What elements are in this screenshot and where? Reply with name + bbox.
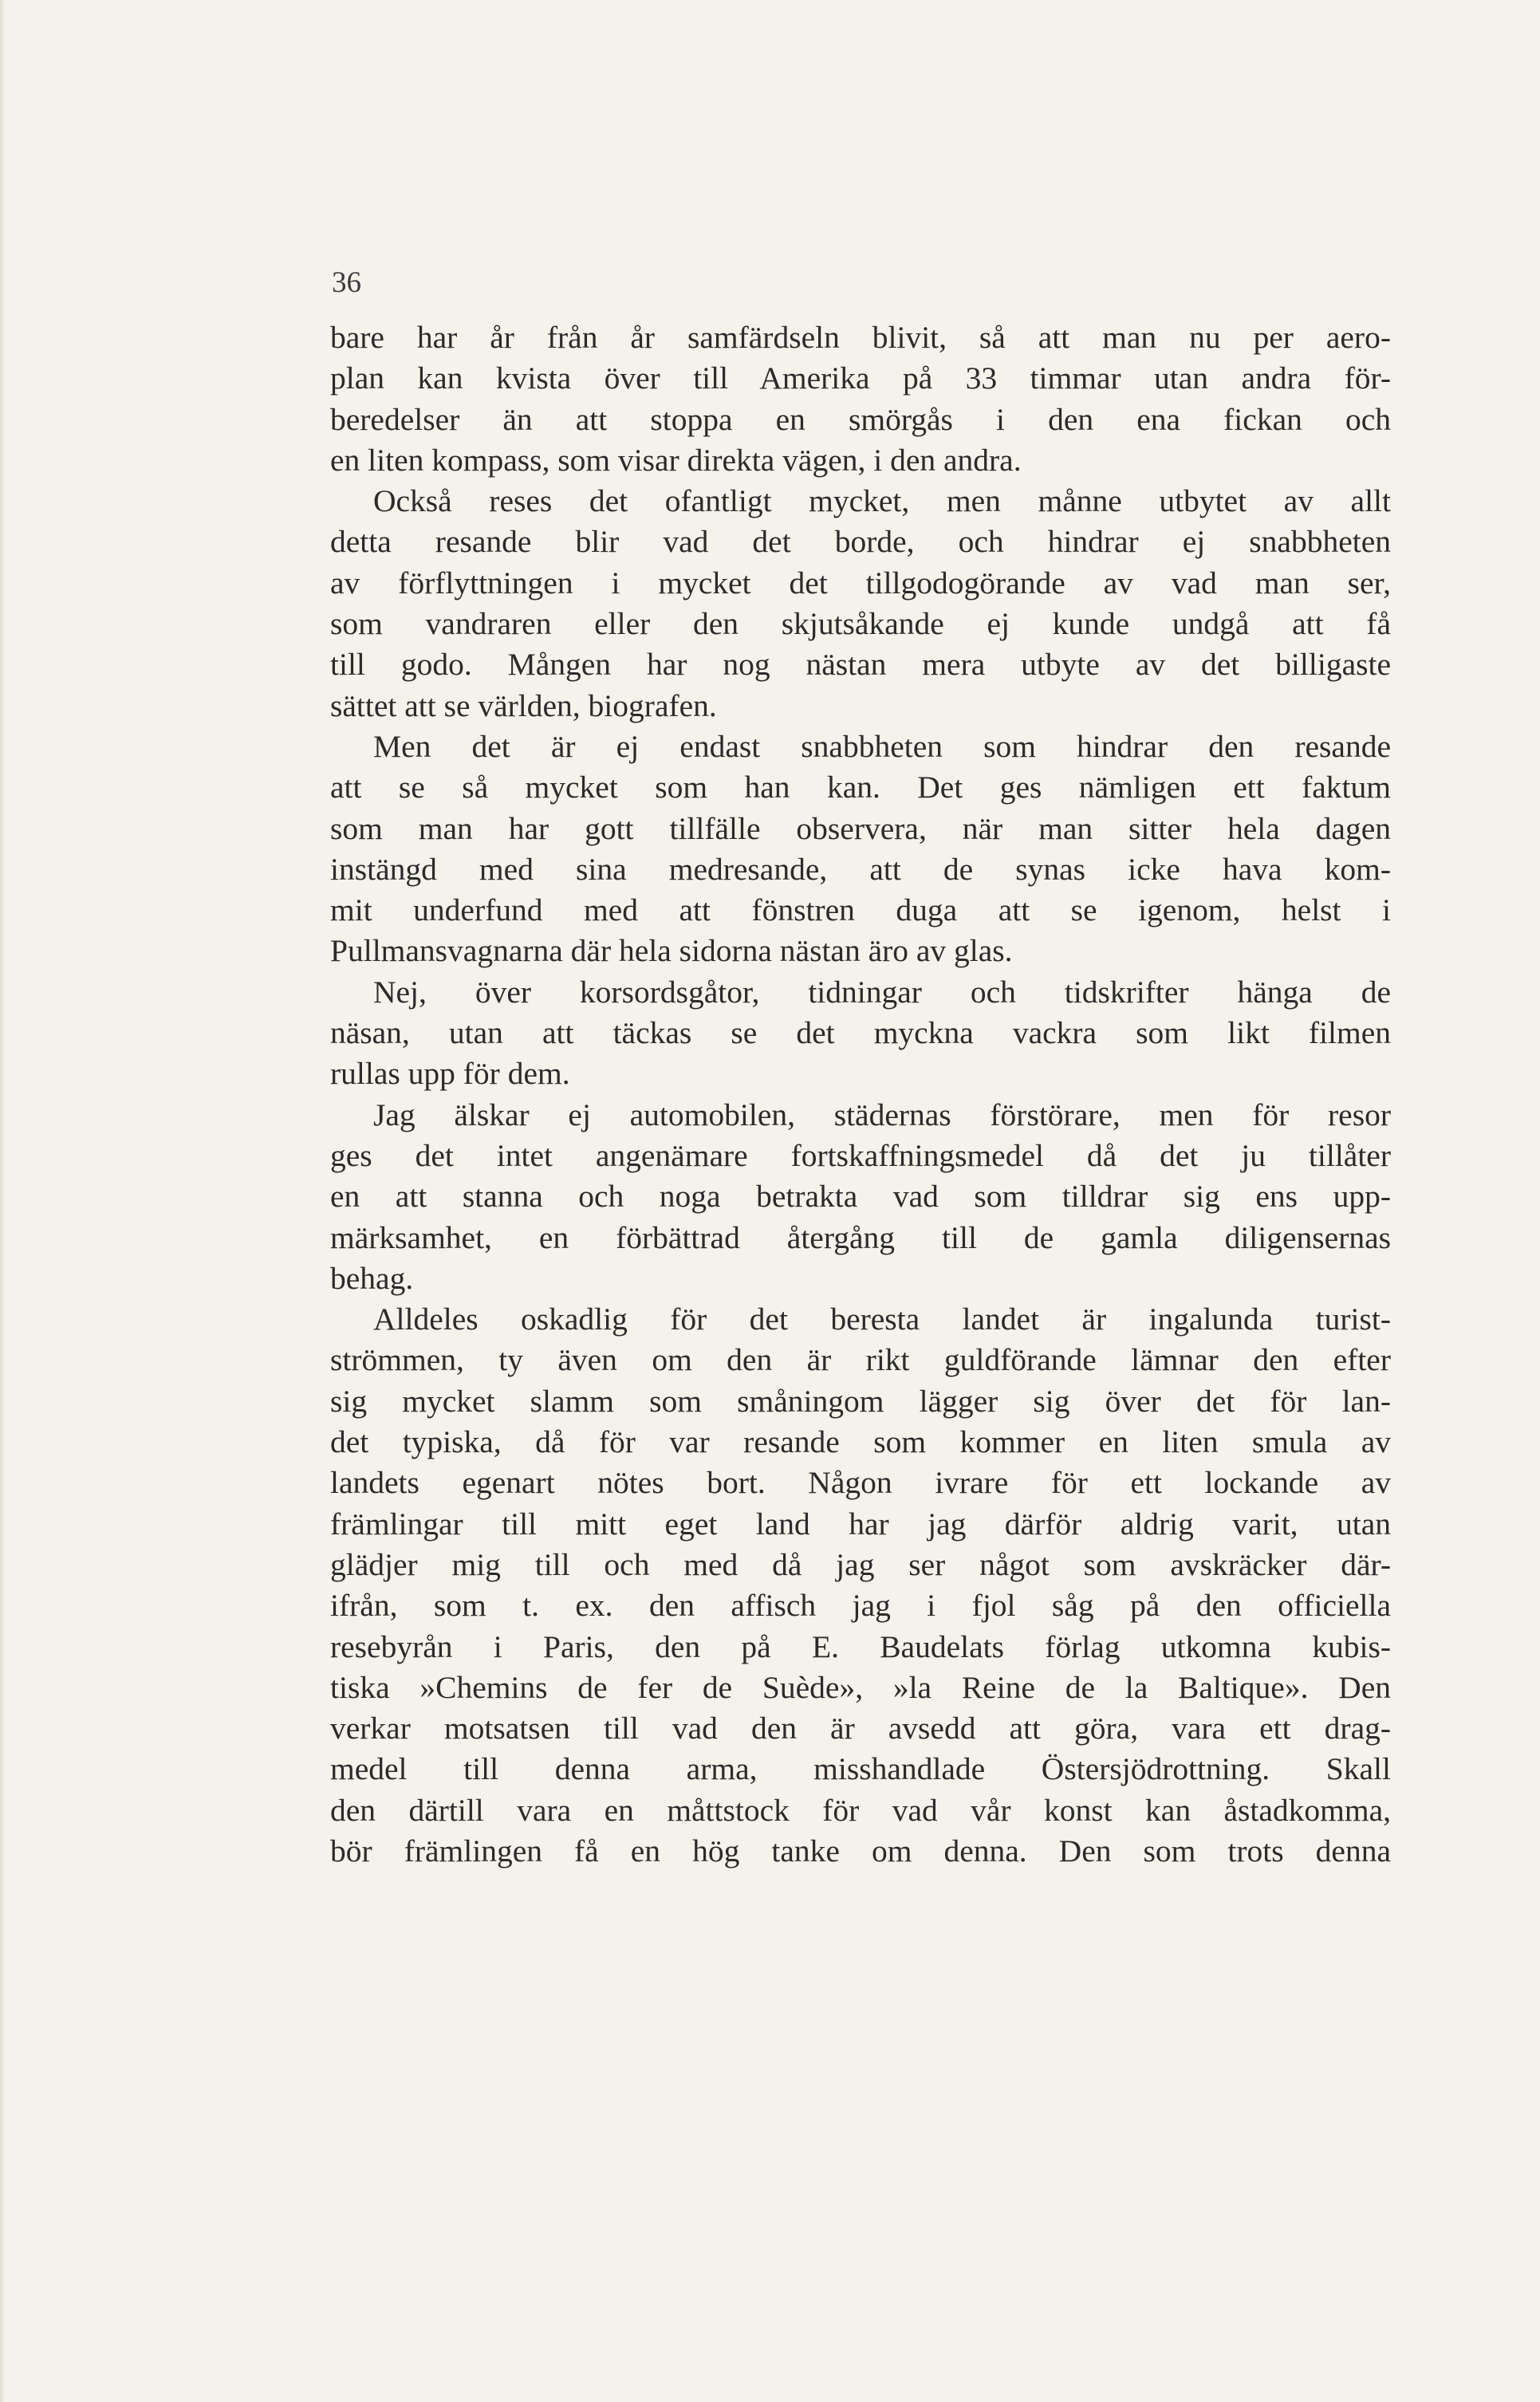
text-line: en liten kompass, som visar direkta vägen, i den andra. (330, 442, 1022, 478)
text-line: en att stanna och noga betrakta vad som tilldrar sig ens upp- (330, 1179, 1391, 1215)
page-number: 36 (332, 266, 361, 299)
text-line: bör främlingen få en hög tanke om denna. Den som trots denna (330, 1833, 1391, 1868)
text-line: verkar motsatsen till vad den är avsedd att göra, vara ett drag- (330, 1711, 1391, 1746)
text-line: sig mycket slamm som småningom lägger sig över det för lan- (330, 1383, 1391, 1419)
text-line: av förflyttningen i mycket det tillgodogörande av vad man ser, (330, 565, 1391, 600)
text-line: behag. (330, 1260, 414, 1296)
text-line: instängd med sina medresande, att de synas icke hava kom- (330, 851, 1391, 887)
text-line: näsan, utan att täckas se det myckna vackra som likt filmen (330, 1015, 1391, 1051)
text-line: strömmen, ty även om den är rikt guldförande lämnar den efter (330, 1342, 1391, 1378)
text-line: mit underfund med att fönstren duga att se igenom, helst i (330, 892, 1391, 928)
text-line: märksamhet, en förbättrad återgång till de gamla diligensernas (330, 1219, 1391, 1255)
text-line: tiska »Chemins de fer de Suède», »la Reine de la Baltique». Den (330, 1669, 1391, 1705)
text-line: rullas upp för dem. (330, 1056, 570, 1092)
text-line: Men det är ej endast snabbheten som hindrar den resande (373, 728, 1391, 764)
text-line: Också reses det ofantligt mycket, men månne utbytet av allt (373, 483, 1391, 519)
text-line: medel till denna arma, misshandlade Östersjödrottning. Skall (330, 1751, 1391, 1787)
text-line: som vandraren eller den skjutsåkande ej kunde undgå att få (330, 606, 1391, 642)
text-line: främlingar till mitt eget land har jag därför aldrig varit, utan (330, 1506, 1391, 1542)
text-line: plan kan kvista över till Amerika på 33 timmar utan andra för- (330, 360, 1391, 396)
text-line: den därtill vara en måttstock för vad vår konst kan åstadkomma, (330, 1792, 1391, 1828)
text-line: glädjer mig till och med då jag ser något som avskräcker där- (330, 1546, 1391, 1582)
text-line: resebyrån i Paris, den på E. Baudelats förlag utkomna kubis- (330, 1628, 1391, 1664)
text-line: att se så mycket som han kan. Det ges nämligen ett faktum (330, 770, 1391, 805)
text-line: sättet att se världen, biografen. (330, 687, 717, 723)
text-line: detta resande blir vad det borde, och hindrar ej snabbheten (330, 524, 1391, 560)
text-line: ifrån, som t. ex. den affisch jag i fjol såg på den officiella (330, 1588, 1391, 1624)
text-line: bare har år från år samfärdseln blivit, så att man nu per aero- (330, 320, 1391, 355)
text-line: Jag älskar ej automobilen, städernas förstörare, men för resor (373, 1097, 1391, 1132)
text-line: Nej, över korsordsgåtor, tidningar och tidskrifter hänga de (373, 974, 1391, 1010)
text-line: Pullmansvagnarna där hela sidorna nästan äro av glas. (330, 933, 1013, 969)
text-line: till godo. Mången har nog nästan mera utbyte av det billigaste (330, 647, 1391, 683)
text-line: Alldeles oskadlig för det beresta landet är ingalunda turist- (373, 1301, 1391, 1337)
text-line: som man har gott tillfälle observera, när man sitter hela dagen (330, 810, 1391, 846)
text-line: landets egenart nötes bort. Någon ivrare för ett lockande av (330, 1465, 1391, 1501)
text-line: det typiska, då för var resande som kommer en liten smula av (330, 1424, 1391, 1460)
body-text (330, 317, 1391, 1872)
text-line: beredelser än att stoppa en smörgås i den ena fickan och (330, 401, 1391, 437)
text-line: ges det intet angenämare fortskaffningsmedel då det ju tillåter (330, 1137, 1391, 1173)
page-edge (0, 0, 5, 2402)
